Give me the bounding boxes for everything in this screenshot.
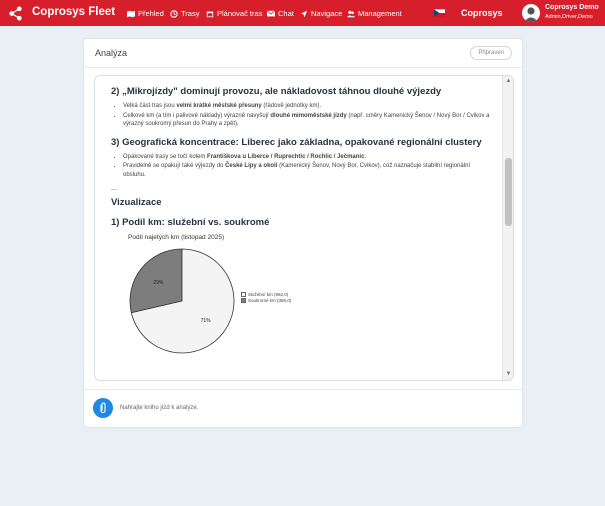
divider bbox=[84, 67, 522, 68]
navigation-icon bbox=[300, 10, 308, 18]
status-badge: Připraven bbox=[470, 46, 512, 60]
chat-icon bbox=[267, 10, 275, 18]
slice-label: 29% bbox=[153, 280, 164, 287]
list-item: • Velká část tras jsou velmi krátké městské přesuny (řádově jednotky km). bbox=[123, 102, 491, 111]
list-item: • Celkové km (a tím i palivové náklady) výrazně navyšují dlouhé mimoměstské jízdy (např. směry Kamenický Šenov / Nový Bor / Cvikov a výrazný soukromý přesun do Prahy a zpět). bbox=[123, 112, 491, 129]
nav-item-label: Chat bbox=[278, 9, 294, 18]
chart-section-heading: 1) Podíl km: služební vs. soukromé bbox=[111, 217, 270, 228]
map-icon bbox=[127, 10, 135, 18]
chevron-down-icon[interactable]: ▼ bbox=[505, 371, 512, 377]
bullet-list bbox=[111, 102, 491, 129]
scrollbar-thumb[interactable] bbox=[505, 158, 512, 226]
user-icon bbox=[522, 4, 540, 22]
route-icon bbox=[170, 10, 178, 18]
legend-label: Soukromé km (386,0) bbox=[248, 298, 292, 303]
nav-item-planovac[interactable] bbox=[206, 9, 262, 18]
list-item: • Opakované trasy se točí kolem Františkova u Liberce / Ruprechtic / Rochlic / Ječmanic. bbox=[123, 153, 491, 162]
user-name[interactable]: Coprosys Demo bbox=[545, 4, 599, 11]
users-icon bbox=[347, 10, 355, 18]
share-icon bbox=[8, 6, 23, 21]
pie-chart bbox=[111, 234, 491, 354]
analysis-card bbox=[83, 38, 523, 428]
visualization-heading: Vizualizace bbox=[111, 197, 162, 208]
report-content bbox=[111, 86, 491, 354]
scrollbar[interactable] bbox=[502, 76, 513, 380]
company-name: Coprosys bbox=[461, 8, 503, 18]
chart-legend bbox=[241, 292, 291, 304]
chart-title: Podíl najetých km (listopad 2025) bbox=[128, 234, 225, 241]
section-heading: 2) „Mikrojízdy" dominují provozu, ale nákladovost táhnou dlouhé výjezdy bbox=[111, 86, 442, 97]
section-heading: 3) Geografická koncentrace: Liberec jako základna, opakované regionální clustery bbox=[111, 136, 482, 148]
nav-item-navigace[interactable] bbox=[300, 9, 342, 18]
nav-item-trasy[interactable] bbox=[170, 9, 199, 18]
calendar-icon bbox=[206, 10, 214, 18]
czech-flag-icon[interactable] bbox=[434, 9, 445, 17]
slice-label: 71% bbox=[200, 317, 211, 324]
nav-item-label: Přehled bbox=[138, 9, 164, 18]
pie-chart-svg bbox=[127, 246, 237, 356]
report-scroll-area[interactable] bbox=[94, 75, 514, 381]
legend-entry bbox=[241, 298, 291, 303]
nav-item-label: Plánovač tras bbox=[217, 9, 263, 18]
nav-item-label: Trasy bbox=[181, 9, 200, 18]
nav-item-label: Management bbox=[358, 9, 402, 18]
chevron-up-icon[interactable]: ▲ bbox=[505, 78, 512, 84]
nav-item-management[interactable] bbox=[347, 9, 402, 18]
nav-item-chat[interactable] bbox=[267, 9, 294, 18]
paperclip-icon bbox=[98, 402, 108, 414]
brand-title[interactable]: Coprosys Fleet bbox=[32, 6, 116, 18]
list-item: • Pravidelně se opakují také výjezdy do České Lípy a okolí (Kamenický Šenov, Nový Bor, Cvikov), což naznačuje stabilní regionální obsluhu. bbox=[123, 162, 491, 179]
bullet-list bbox=[111, 153, 491, 180]
nav-item-label: Navigace bbox=[311, 9, 343, 18]
user-roles: Admin,Driver,Demo bbox=[545, 14, 593, 20]
legend-swatch bbox=[241, 298, 246, 303]
separator: --- bbox=[111, 187, 117, 193]
top-navbar bbox=[0, 0, 605, 26]
card-title: Analýza bbox=[95, 48, 128, 58]
divider bbox=[84, 389, 522, 390]
user-avatar[interactable] bbox=[522, 4, 540, 22]
nav-item-prehled[interactable] bbox=[127, 9, 164, 18]
legend-label: Služební km (962,0) bbox=[248, 292, 289, 297]
upload-button[interactable] bbox=[93, 398, 113, 418]
upload-hint: Nahrajte knihu jízd k analýze. bbox=[120, 405, 199, 411]
legend-swatch bbox=[241, 292, 246, 297]
legend-entry bbox=[241, 292, 291, 297]
